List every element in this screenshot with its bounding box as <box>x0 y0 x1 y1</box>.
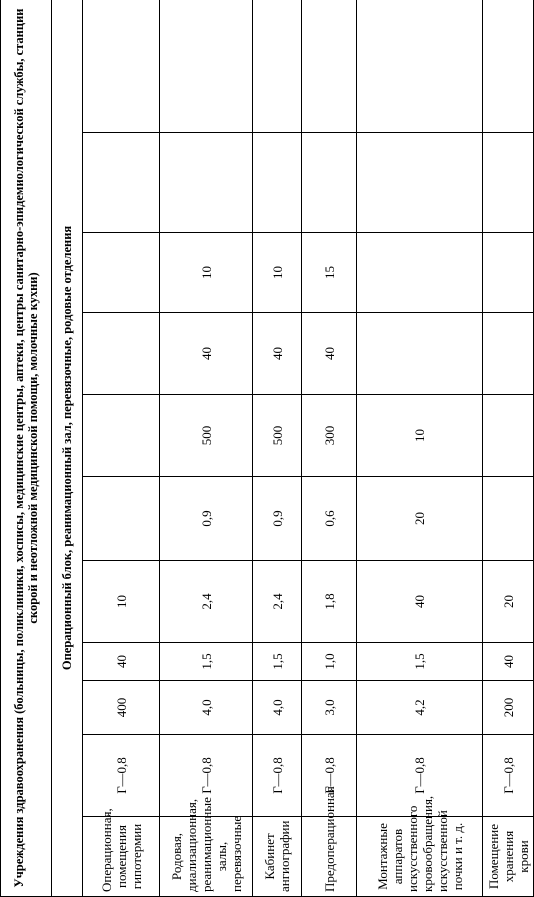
table-cell: 15 <box>302 233 357 313</box>
table-cell <box>483 395 534 477</box>
room-name: Помещение хранения крови <box>483 817 534 897</box>
room-name: Кабинет ангиографии <box>253 817 302 897</box>
table-cell <box>83 133 160 233</box>
table-cell: 20 <box>483 561 534 643</box>
table-cell <box>357 313 483 395</box>
table-cell: 1,8 <box>302 561 357 643</box>
table-cell <box>483 477 534 561</box>
table-cell: 1,5 <box>357 643 483 681</box>
table-cell: 1,5 <box>160 643 253 681</box>
table-cell: 2,4 <box>253 561 302 643</box>
table-cell: 300 <box>302 395 357 477</box>
table-cell <box>253 133 302 233</box>
section-title: Операционный блок, реанимационный зал, перевязочные, родовые отделения <box>52 0 83 897</box>
table-row <box>357 0 483 897</box>
table-cell: 20 <box>357 477 483 561</box>
table-cell: 4,2 <box>357 681 483 735</box>
table-cell <box>357 133 483 233</box>
table-cell: Г—0,8 <box>302 735 357 817</box>
table-cell: 1,5 <box>253 643 302 681</box>
table-cell: 1,0 <box>302 643 357 681</box>
table-cell: 10 <box>83 561 160 643</box>
category-row <box>1 0 52 897</box>
table-cell: 500 <box>253 395 302 477</box>
table-cell: 4,0 <box>253 681 302 735</box>
table-row <box>483 0 534 897</box>
table-cell: 3,0 <box>302 681 357 735</box>
table-cell: Г—0,8 <box>253 735 302 817</box>
table-cell: 10 <box>160 233 253 313</box>
table-cell: 10 <box>357 395 483 477</box>
table-cell <box>483 133 534 233</box>
table-cell: 40 <box>253 313 302 395</box>
table-cell <box>302 133 357 233</box>
room-name: Предоперационная <box>302 817 357 897</box>
table-row <box>83 0 160 897</box>
table-cell <box>302 0 357 133</box>
table-row <box>253 0 302 897</box>
table-cell: 40 <box>483 643 534 681</box>
table-cell: 2,4 <box>160 561 253 643</box>
room-name: Родовая, диализационная, реанимационные залы, перевязочные <box>160 817 253 897</box>
table-cell: Г—0,8 <box>160 735 253 817</box>
table-cell: Г—0,8 <box>83 735 160 817</box>
table-cell: 400 <box>83 681 160 735</box>
table-cell: 0,9 <box>160 477 253 561</box>
table-cell <box>83 395 160 477</box>
table-cell <box>160 133 253 233</box>
table-cell: 200 <box>483 681 534 735</box>
table-cell <box>83 313 160 395</box>
table-cell: Г—0,8 <box>357 735 483 817</box>
table-cell: 500 <box>160 395 253 477</box>
table-cell <box>253 0 302 133</box>
section-row <box>52 0 83 897</box>
table-cell <box>357 233 483 313</box>
table-cell: 4,0 <box>160 681 253 735</box>
table-cell: 0,6 <box>302 477 357 561</box>
table-cell: Г—0,8 <box>483 735 534 817</box>
table-cell <box>483 233 534 313</box>
table-cell: 40 <box>160 313 253 395</box>
table-cell <box>357 0 483 133</box>
table-cell <box>83 233 160 313</box>
room-name: Операционная, помещения гипотермии <box>83 817 160 897</box>
table-cell: 0,9 <box>253 477 302 561</box>
table-cell: 40 <box>302 313 357 395</box>
table-cell: 40 <box>357 561 483 643</box>
table-cell: 40 <box>83 643 160 681</box>
table-cell: 10 <box>253 233 302 313</box>
table-cell <box>83 477 160 561</box>
category-title: Учреждения здравоохранения (больницы, поликлиники, хосписы, медицинские центры, аптеки, центры санитарно-эпидемиологической службы, станции скорой и неотложной медицинской помощи, молочные кухни) <box>1 0 52 897</box>
table-cell <box>160 0 253 133</box>
room-name: Монтажные аппаратов искусственного кровообращения, искусственной почки и т. д. <box>357 817 483 897</box>
table-row <box>160 0 253 897</box>
table-row <box>302 0 357 897</box>
table-cell <box>483 313 534 395</box>
table-cell <box>483 0 534 133</box>
table-cell <box>83 0 160 133</box>
